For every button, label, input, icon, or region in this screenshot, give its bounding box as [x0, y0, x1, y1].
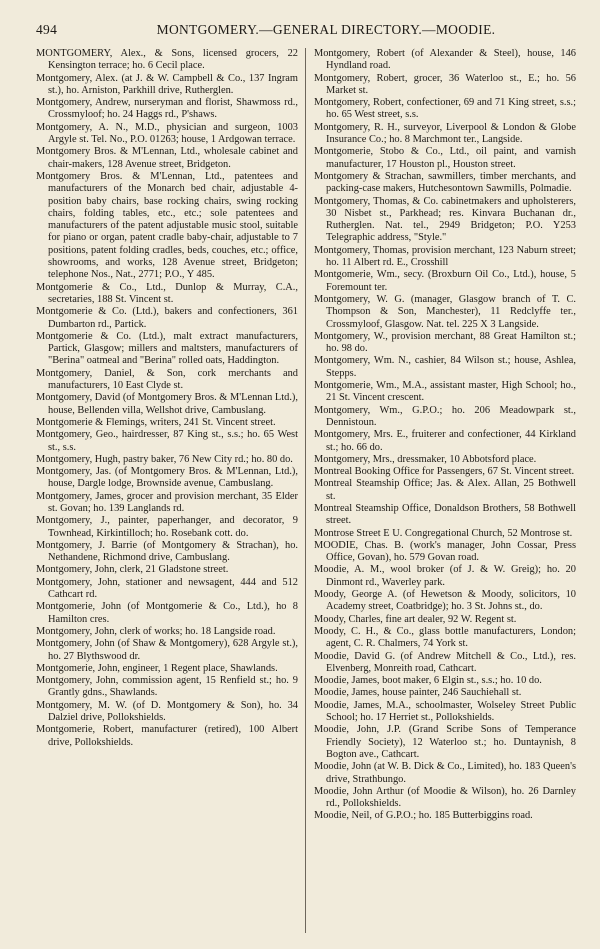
column-divider	[305, 48, 306, 933]
left-column	[36, 48, 298, 749]
directory-entry: Montgomerie & Co. (Ltd.), bakers and confectioners, 361 Dumbarton rd., Partick.	[36, 306, 298, 330]
directory-entry: Moody, C. H., & Co., glass bottle manufacturers, London; agent, C. R. Chalmers, 74 York st.	[314, 625, 576, 650]
directory-entry: Montgomery, John, clerk, 21 Gladstone street.	[36, 564, 229, 576]
running-title: MONTGOMERY.—GENERAL DIRECTORY.—MOODIE.	[156, 22, 496, 37]
directory-entry: Moodie, John (at W. B. Dick & Co., Limited), ho. 183 Queen's drive, Strathbungo.	[314, 761, 576, 785]
page-header	[36, 22, 576, 44]
directory-entry: Montgomery, M. W. (of D. Montgomery & Son), ho. 34 Dalziel drive, Pollokshields.	[36, 699, 298, 724]
directory-entry: Montgomery, Alex. (at J. & W. Campbell & Co., 137 Ingram st.), ho. Arniston, Parkhill drive, Rutherglen.	[36, 72, 298, 96]
directory-entry: Montgomerie, John (of Montgomerie & Co., Ltd.), ho 8 Hamilton cres.	[36, 601, 298, 625]
directory-entry: Montgomery, John, commission agent, 15 Renfield st.; ho. 9 Grantly gdns., Shawlands.	[36, 675, 298, 699]
directory-entry: Montgomerie & Flemings, writers, 241 St. Vincent street.	[36, 416, 276, 428]
directory-entry: Montgomery, Mrs. E., fruiterer and confectioner, 44 Kirkland st.; ho. 66 do.	[314, 429, 576, 453]
directory-entry: Montgomery Bros. & M'Lennan, Ltd., patentees and manufacturers of the Monarch bed chair, adjustable 4-position baby chairs, base rocking chairs, swing rocking chairs, folding tables, etc., etc.; sole patentees and manufacturers of the patent adjustable music stool, suitable for piano or organ, patent cradle baby-chair, adjustable to 7 positions, patent folding cradles, beds, couches, etc.; office, showrooms, and works, 128 Avenue street, Bridgeton; telephone Nos., Nat., 2771; P.O., Y 485.	[36, 170, 298, 281]
directory-entry: Montgomery, J. Barrie (of Montgomery & Strachan), ho. Nethandene, Richmond drive, Cambuslang.	[36, 539, 298, 564]
directory-entry: Montgomery, Thomas, & Co. cabinetmakers and upholsterers, 30 Nisbet st., Parkhead; res. Kinvara Buchanan dr., Rutherglen. Nat. tel., 2949 Bridgeton; P.O. Y253 Telegraphic address, "Style."	[314, 195, 576, 244]
directory-entry: Moodie, John, J.P. (Grand Scribe Sons of Temperance Friendly Society), 12 Waterloo st.; ho. Duntaynish, 8 Bogton ave., Cathcart.	[314, 724, 576, 760]
directory-entry: Montgomery, Robert, grocer, 36 Waterloo st., E.; ho. 56 Market st.	[314, 72, 576, 96]
directory-entry: Montgomery, Robert (of Alexander & Steel), house, 146 Hyndland road.	[314, 48, 576, 72]
directory-entry: Montgomery, James, grocer and provision merchant, 35 Elder st. Govan; ho. 139 Langlands rd.	[36, 490, 298, 514]
directory-entry: Montgomery, John, stationer and newsagent, 444 and 512 Cathcart rd.	[36, 576, 298, 601]
directory-entry: Montgomerie, Wm., secy. (Broxburn Oil Co., Ltd.), house, 5 Foremount ter.	[314, 269, 576, 293]
page-number: 494	[36, 22, 58, 37]
directory-entry: Montgomery, Wm. N., cashier, 84 Wilson st.; house, Ashlea, Stepps.	[314, 355, 576, 379]
directory-entry: Moody, Charles, fine art dealer, 92 W. Regent st.	[314, 613, 517, 625]
directory-entry: Montgomery, Robert, confectioner, 69 and 71 King street, s.s.; ho. 65 West street, s.s.	[314, 97, 576, 121]
directory-entry: Montreal Steamship Office, Donaldson Brothers, 58 Bothwell street.	[314, 502, 576, 527]
directory-entry: Montgomery, Mrs., dressmaker, 10 Abbotsford place.	[314, 453, 537, 465]
directory-entry: Moodie, James, house painter, 246 Sauchiehall st.	[314, 687, 522, 699]
directory-entry: Montgomery & Strachan, sawmillers, timber merchants, and packing-case makers, Hutchesontown Sawmills, Polmadie.	[314, 170, 576, 195]
directory-entry: Montreal Booking Office for Passengers, 67 St. Vincent street.	[314, 466, 575, 478]
directory-entry: Montrose Street E U. Congregational Church, 52 Montrose st.	[314, 527, 573, 539]
directory-entry: Montgomery, W., provision merchant, 88 Great Hamilton st.; ho. 98 do.	[314, 330, 576, 355]
directory-entry: Montgomerie, Robert, manufacturer (retired), 100 Albert drive, Pollokshields.	[36, 724, 298, 748]
directory-entry: Montgomery, J., painter, paperhanger, and decorator, 9 Townhead, Kirkintilloch; ho. Rosebank cott. do.	[36, 515, 298, 539]
directory-entry: Montgomerie, Stobo & Co., Ltd., oil paint, and varnish manufacturer, 17 Houston pl., Houston street.	[314, 146, 576, 170]
directory-entry: Montgomerie, John, engineer, 1 Regent place, Shawlands.	[36, 662, 278, 674]
directory-entry: Montgomery, Thomas, provision merchant, 123 Naburn street; ho. 11 Albert rd. E., Crosshill	[314, 244, 576, 269]
directory-entry: Montgomery, Daniel, & Son, cork merchants and manufacturers, 10 East Clyde st.	[36, 367, 298, 392]
directory-entry: Montreal Steamship Office; Jas. & Alex. Allan, 25 Bothwell st.	[314, 478, 576, 502]
directory-entry: Montgomery, A. N., M.D., physician and surgeon, 1003 Argyle st. Tel. No., P.O. 01263; house, 1 Ardgowan terrace.	[36, 121, 298, 146]
directory-entry: MOODIE, Chas. B. (work's manager, John Cossar, Press Office, Govan), ho. 579 Govan road.	[314, 539, 576, 564]
directory-entry: Moody, George A. (of Hewetson & Moody, solicitors, 10 Academy street, Coatbridge); ho. 3 St. Johns st., do.	[314, 589, 576, 613]
directory-entry: Moodie, James, M.A., schoolmaster, Wolseley Street Public School; ho. 17 Herriet st., Pollokshields.	[314, 699, 576, 724]
directory-entry: Montgomery, W. G. (manager, Glasgow branch of T. C. Thompson & Son, Manchester), 11 Redclyffe ter., Crossmyloof, Glasgow. Nat. tel. 225 X 3 Langside.	[314, 293, 576, 330]
directory-entry: Montgomery, Jas. (of Montgomery Bros. & M'Lennan, Ltd.), house, Dargle lodge, Brownside avenue, Cambuslang.	[36, 466, 298, 490]
directory-entry: Moodie, A. M., wool broker (of J. & W. Greig); ho. 20 Dinmont rd., Waverley park.	[314, 564, 576, 588]
directory-entry: Montgomery, Geo., hairdresser, 87 King st., s.s.; ho. 65 West st., s.s.	[36, 429, 298, 453]
directory-entry: Montgomerie & Co., Ltd., Dunlop & Murray, C.A., secretaries, 188 St. Vincent st.	[36, 281, 298, 305]
directory-entry: Moodie, James, boot maker, 6 Elgin st., s.s.; ho. 10 do.	[314, 675, 542, 687]
directory-entry: Montgomery, John, clerk of works; ho. 18 Langside road.	[36, 625, 276, 637]
directory-entry: Moodie, David G. (of Andrew Mitchell & Co., Ltd.), res. Elvenberg, Monreith road, Cathcart.	[314, 650, 576, 674]
directory-entry: Moodie, Neil, of G.P.O.; ho. 185 Butterbiggins road.	[314, 810, 533, 822]
directory-entry: Montgomerie & Co. (Ltd.), malt extract manufacturers, Partick, Glasgow; millers and maltsters, manufacturers of "Berina" oatmeal and "Berina" rolled oats, Haddington.	[36, 330, 298, 367]
directory-entry: Montgomery Bros. & M'Lennan, Ltd., wholesale cabinet and chair-makers, 128 Avenue street, Bridgeton.	[36, 146, 298, 170]
directory-entry: Montgomery, John (of Shaw & Montgomery), 628 Argyle st.), ho. 27 Blythswood dr.	[36, 638, 298, 662]
directory-entry: Montgomerie, Wm., M.A., assistant master, High School; ho., 21 St. Vincent crescent.	[314, 380, 576, 404]
directory-entry: Montgomery, Wm., G.P.O.; ho. 206 Meadowpark st., Dennistoun.	[314, 404, 576, 428]
directory-entry: MONTGOMERY, Alex., & Sons, licensed grocers, 22 Kensington terrace; ho. 6 Cecil place.	[36, 48, 298, 72]
directory-entry: Moodie, John Arthur (of Moodie & Wilson), ho. 26 Darnley rd., Pollokshields.	[314, 785, 576, 810]
directory-entry: Montgomery, David (of Montgomery Bros. & M'Lennan Ltd.), house, Bellenden villa, Wellshot drive, Cambuslang.	[36, 392, 298, 416]
directory-entry: Montgomery, Andrew, nurseryman and florist, Shawmoss rd., Crossmyloof; ho. 24 Haggs rd., P'shaws.	[36, 97, 298, 121]
directory-entry: Montgomery, Hugh, pastry baker, 76 New City rd.; ho. 80 do.	[36, 453, 293, 465]
directory-entry: Montgomery, R. H., surveyor, Liverpool & London & Globe Insurance Co.; ho. 8 Marchmont ter., Langside.	[314, 121, 576, 146]
right-column	[314, 48, 576, 823]
